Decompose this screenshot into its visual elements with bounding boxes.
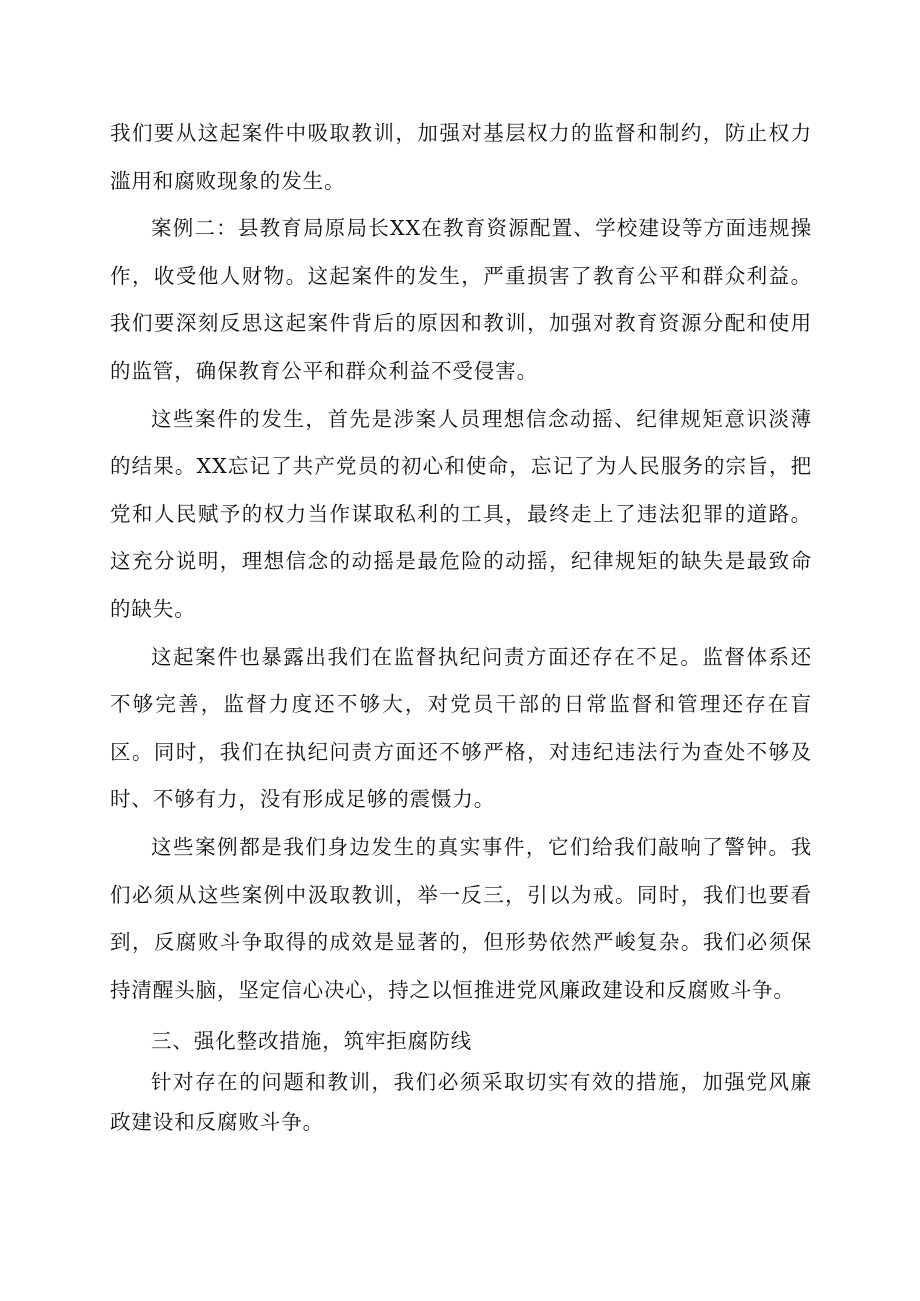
section-heading: 三、强化整改措施，筑牢拒腐防线	[151, 1029, 472, 1054]
document-body	[110, 110, 812, 1142]
paragraph-case-two: 案例二：县教育局原局长XX在教育资源配置、学校建设等方面违规操作，收受他人财物。这起案件的发生，严重损害了教育公平和群众利益。我们要深刻反思这起案件背后的原因和教训，加强对教育资源分配和使用的监管，确保教育公平和群众利益不受侵害。	[110, 216, 812, 383]
paragraph-continuation: 我们要从这起案件中吸取教训，加强对基层权力的监督和制约，防止权力滥用和腐败现象的发生。	[110, 121, 812, 193]
paragraph-supervision-gaps: 这起案件也暴露出我们在监督执纪问责方面还存在不足。监督体系还不够完善，监督力度还不够大，对党员干部的日常监督和管理还存在盲区。同时，我们在执纪问责方面还不够严格，对违纪违法行为查处不够及时、不够有力，没有形成足够的震慑力。	[110, 644, 812, 812]
paragraph-warning: 这些案例都是我们身边发生的真实事件，它们给我们敲响了警钟。我们必须从这些案例中汲取教训，举一反三，引以为戒。同时，我们也要看到，反腐败斗争取得的成效是显著的，但形势依然严峻复杂。我们必须保持清醒头脑，坚定信心决心，持之以恒推进党风廉政建设和反腐败斗争。	[110, 834, 812, 1002]
paragraph-measures-intro: 针对存在的问题和教训，我们必须采取切实有效的措施，加强党风廉政建设和反腐败斗争。	[110, 1070, 812, 1135]
paragraph-cause-analysis: 这些案件的发生，首先是涉案人员理想信念动摇、纪律规矩意识淡薄的结果。XX忘记了共产党员的初心和使命，忘记了为人民服务的宗旨，把党和人民赋予的权力当作谋取私利的工具，最终走上了违法犯罪的道路。这充分说明，理想信念的动摇是最危险的动摇，纪律规矩的缺失是最致命的缺失。	[110, 406, 812, 621]
